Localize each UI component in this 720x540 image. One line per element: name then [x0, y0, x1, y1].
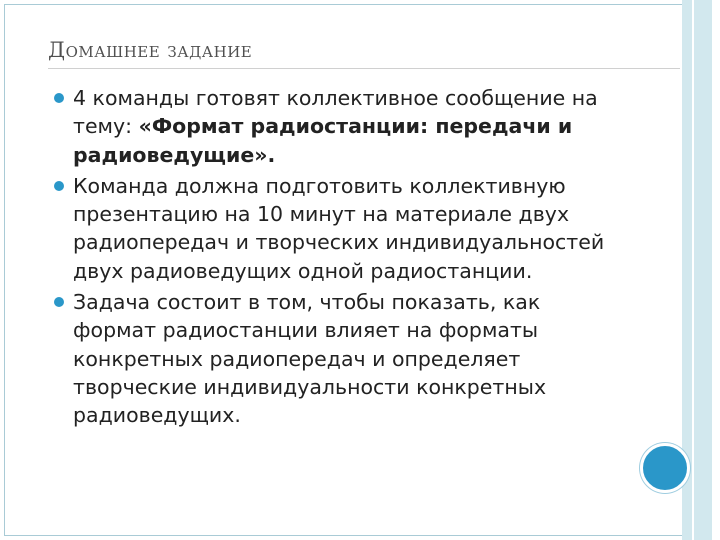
side-decoration-line — [692, 0, 694, 540]
bullet-text: 4 команды готовят коллективное сообщение на тему: — [73, 86, 598, 139]
bullet-bold-text: «Формат радиостанции: передачи и радиоведущие». — [73, 114, 573, 167]
bullet-dot-icon — [54, 297, 64, 307]
bullet-item — [54, 288, 614, 429]
bullet-dot-icon — [54, 93, 64, 103]
title-divider — [48, 68, 680, 69]
bullet-text: Команда должна подготовить коллективную презентацию на 10 минут на материале двух радиопередач и творческих индивидуальностей двух радиоведущих одной радиостанции. — [73, 173, 605, 283]
bullet-item — [54, 84, 614, 169]
bullet-text: Задача состоит в том, чтобы показать, как формат радиостанции влияет на форматы конкретных радиопередач и определяет творческие индивидуальности конкретных радиоведущих. — [73, 290, 547, 428]
decorative-circle-icon — [640, 443, 690, 493]
bullet-item — [54, 172, 614, 285]
bullet-dot-icon — [54, 181, 64, 191]
slide-title: Домашнее задание — [48, 38, 253, 62]
bullet-list — [54, 84, 614, 433]
